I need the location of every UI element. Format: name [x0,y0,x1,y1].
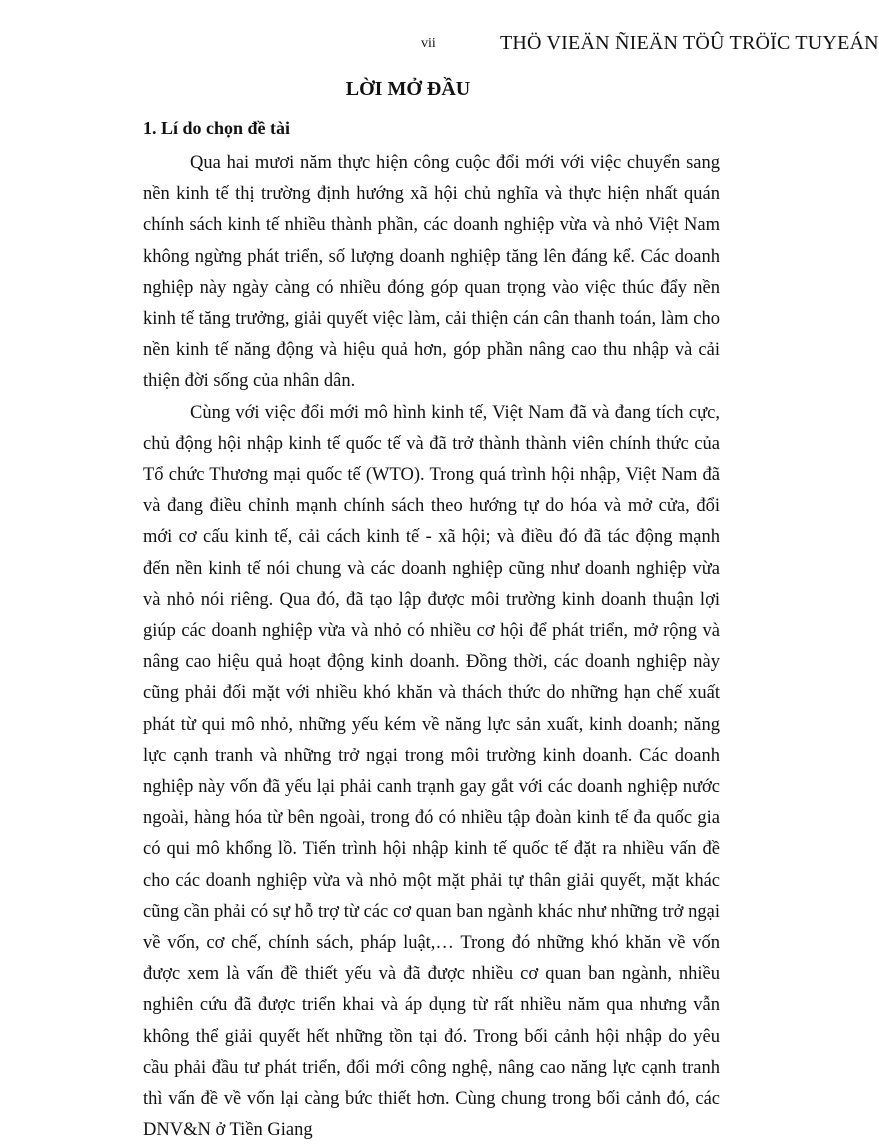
paragraph-2: Cùng với việc đổi mới mô hình kinh tế, Việt Nam đã và đang tích cực, chủ động hội nhập kinh tế quốc tế và đã trở thành thành viên chính thức của Tổ chức Thương mại quốc tế (WTO). Trong quá trình hội nhập, Việt Nam đã và đang điều chỉnh mạnh chính sách theo hướng tự do hóa và mở cửa, đổi mới cơ cấu kinh tế, cải cách kinh tế - xã hội; và điều đó đã tác động mạnh đến nền kinh tế nói chung và các doanh nghiệp cũng như doanh nghiệp vừa và nhỏ nói riêng. Qua đó, đã tạo lập được môi trường kinh doanh thuận lợi giúp các doanh nghiệp vừa và nhỏ có nhiều cơ hội để phát triển, mở rộng và nâng cao hiệu quả hoạt động kinh doanh. Đồng thời, các doanh nghiệp này cũng phải đối mặt với nhiều khó khăn và thách thức do những hạn chế xuất phát từ qui mô nhỏ, những yếu kém về năng lực sản xuất, kinh doanh; năng lực cạnh tranh và những trở ngại trong môi trường kinh doanh. Các doanh nghiệp này vốn đã yếu lại phải canh trạnh gay gắt với các doanh nghiệp nước ngoài, hàng hóa từ bên ngoài, trong đó có nhiều tập đoàn kinh tế đa quốc gia có qui mô khổng lồ. Tiến trình hội nhập kinh tế quốc tế đặt ra nhiều vấn đề cho các doanh nghiệp vừa và nhỏ một mặt phải tự thân giải quyết, mặt khác cũng cần phải có sự hỗ trợ từ các cơ quan ban ngành khác như những trở ngại về vốn, cơ chế, chính sách, pháp luật,… Trong đó những khó khăn về vốn được xem là vấn đề thiết yếu và đã được nhiều cơ quan ban ngành, nhiều nghiên cứu đã được triển khai và áp dụng từ rất nhiều năm qua nhưng vẫn không thể giải quyết hết những tồn tại đó. Trong bối cảnh hội nhập do yêu cầu phải đầu tư phát triển, đổi mới công nghệ, nâng cao năng lực cạnh tranh thì vấn đề về vốn lại càng bức thiết hơn. Cùng chung trong bối cảnh đó, các DNV&N ở Tiền Giang [143,402,720,1141]
body-text [143,148,720,1147]
document-title: LỜI MỞ ĐẦU [345,78,471,100]
section-heading: 1. Lí do chọn đề tài [143,118,291,138]
paragraph-1: Qua hai mươi năm thực hiện công cuộc đổi mới với việc chuyển sang nền kinh tế thị trường định hướng xã hội chủ nghĩa và thực hiện nhất quán chính sách kinh tế nhiều thành phần, các doanh nghiệp vừa và nhỏ Việt Nam không ngừng phát triển, số lượng doanh nghiệp tăng lên đáng kể. Các doanh nghiệp này ngày càng có nhiều đóng góp quan trọng vào việc thúc đẩy nền kinh tế tăng trưởng, giải quyết việc làm, cải thiện cán cân thanh toán, làm cho nền kinh tế năng động và hiệu quả hơn, góp phần nâng cao thu nhập và cải thiện đời sống của nhân dân. [143,153,720,392]
page-number: vii [421,36,436,51]
watermark-header: THÖ VIEÄN ÑIEÄN TÖÛ TRÖÏC TUYEÁN [500,32,879,54]
